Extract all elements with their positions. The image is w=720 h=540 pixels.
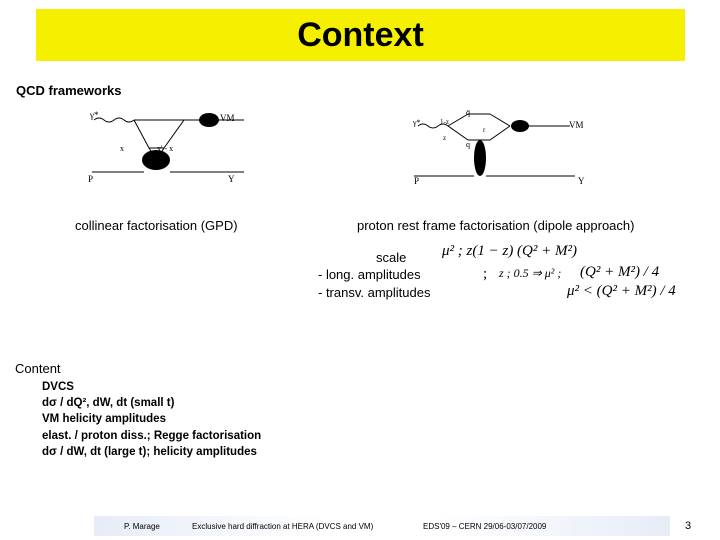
content-list	[42, 379, 261, 460]
diagram-collinear	[84, 108, 274, 188]
label-gamma-left: γ*	[90, 110, 99, 120]
title-bar	[36, 9, 685, 61]
gpd-blob	[142, 150, 170, 170]
content-item: dσ / dQ², dW, dt (small t)	[42, 397, 175, 410]
section-content-heading: Content	[15, 361, 61, 376]
label-vm-left: VM	[220, 113, 235, 123]
page-number: 3	[685, 520, 692, 532]
label-y-right: Y	[578, 176, 585, 186]
formula-scale: μ² ; z(1 − z) (Q² + M²)	[442, 243, 577, 259]
label-p-right: P	[414, 176, 420, 186]
footer-talk: Exclusive hard diffraction at HERA (DVCS and VM)	[192, 521, 374, 531]
photon-line	[94, 118, 134, 122]
caption-collinear: collinear factorisation (GPD)	[75, 218, 238, 233]
content-item: dσ / dW, dt (large t); helicity amplitudes	[42, 445, 257, 458]
formula-condition: z ; 0.5 ⇒ μ² ;	[499, 266, 562, 280]
label-vm-right: VM	[569, 120, 584, 130]
dipole-blob	[474, 140, 486, 176]
label-gamma-right: γ*	[413, 118, 421, 127]
label-p-left: P	[88, 174, 94, 184]
scale-long: - long. amplitudes	[318, 267, 421, 282]
content-item: VM helicity amplitudes	[42, 413, 166, 426]
content-item: DVCS	[42, 381, 74, 393]
formula-long: (Q² + M²) / 4	[580, 264, 660, 280]
label-y-left: Y	[228, 174, 235, 184]
footer-author: P. Marage	[124, 521, 160, 531]
section-frameworks-heading: QCD frameworks	[16, 83, 122, 98]
slide-title: Context	[297, 15, 424, 54]
label-qbar: q̄	[466, 108, 470, 117]
label-r: r	[483, 126, 486, 134]
footer-conference: EDS'09 – CERN 29/06-03/07/2009	[423, 521, 547, 531]
vm-blob	[199, 113, 219, 127]
content-item: elast. / proton diss.; Regge factorisation	[42, 429, 262, 442]
scale-heading: scale	[376, 250, 407, 265]
label-xminus: x' - x	[157, 144, 174, 153]
label-oneminusz: 1-z	[440, 118, 449, 126]
formula-transv: μ² < (Q² + M²) / 4	[567, 283, 676, 299]
footer	[94, 516, 670, 536]
label-q: q	[466, 140, 470, 149]
label-z: z	[443, 134, 447, 142]
caption-dipole: proton rest frame factorisation (dipole approach)	[357, 218, 635, 233]
formula-sep: ;	[483, 266, 488, 282]
label-x: x	[120, 144, 124, 153]
scale-transv: - transv. amplitudes	[318, 285, 431, 300]
